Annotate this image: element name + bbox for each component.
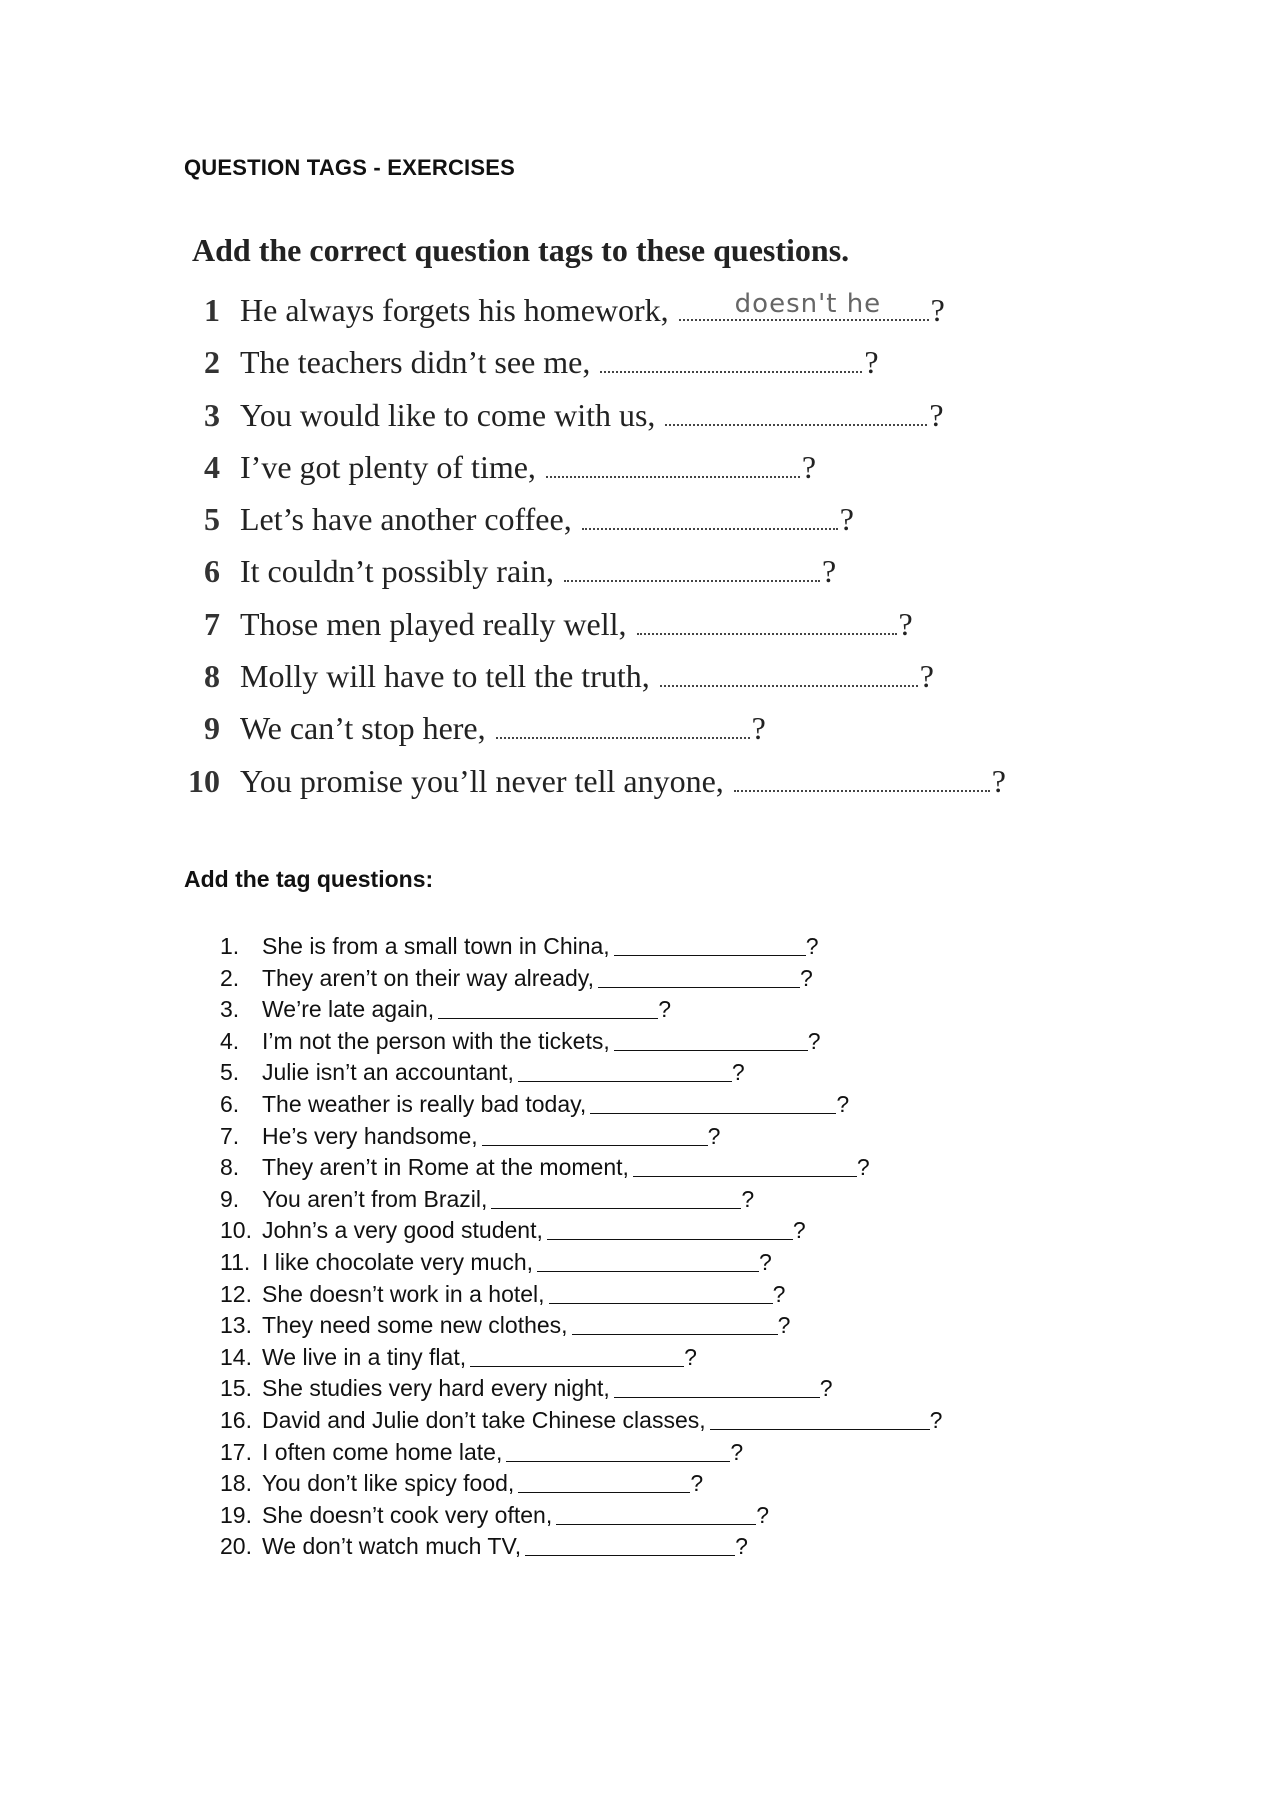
question-mark: ? (756, 1501, 770, 1528)
item-sentence: I like chocolate very much, (262, 1248, 534, 1275)
item-number: 5. (220, 1059, 240, 1086)
item-number: 18. (220, 1470, 252, 1497)
item-sentence-line (262, 1279, 785, 1310)
exercise-1-item (184, 336, 1184, 388)
answer-blank[interactable] (549, 1283, 773, 1304)
question-mark: ? (735, 1533, 748, 1560)
exercise-1 (184, 228, 1184, 807)
item-sentence: We can’t stop here, (240, 710, 486, 747)
item-sentence-line (262, 1437, 743, 1468)
exercise-2-item (220, 1184, 1220, 1216)
item-sentence: You would like to come with us, (240, 396, 656, 433)
exercise-2-heading: Add the tag questions: (184, 866, 434, 892)
item-sentence-line (262, 1215, 806, 1246)
item-sentence-line (262, 1121, 720, 1152)
item-sentence-line (262, 1184, 754, 1215)
question-mark: ? (690, 1470, 704, 1497)
exercise-1-item (184, 755, 1184, 807)
answer-blank[interactable] (470, 1346, 684, 1367)
question-mark: ? (822, 553, 837, 590)
item-sentence: David and Julie don’t take Chinese classes, (262, 1406, 706, 1433)
item-number: 20. (220, 1533, 252, 1560)
item-sentence-line (262, 994, 671, 1025)
question-mark: ? (658, 996, 671, 1023)
item-number: 15. (220, 1375, 252, 1402)
item-sentence: You aren’t from Brazil, (262, 1185, 488, 1212)
item-sentence-line (262, 1310, 790, 1341)
answer-blank[interactable] (614, 1030, 808, 1051)
answer-blank[interactable] (665, 423, 927, 426)
item-sentence: Let’s have another coffee, (240, 501, 572, 538)
item-number: 8 (204, 658, 220, 695)
item-sentence: John’s a very good student, (262, 1217, 543, 1244)
item-number: 10. (220, 1217, 252, 1244)
question-mark: ? (799, 964, 813, 991)
exercise-2-item (220, 994, 1220, 1026)
item-number: 9. (220, 1185, 240, 1212)
question-mark: ? (919, 658, 934, 695)
item-sentence-line (262, 1500, 769, 1531)
exercise-2-item (220, 1468, 1220, 1500)
item-number: 7 (204, 605, 220, 642)
answer-blank[interactable] (547, 1219, 793, 1240)
exercise-2-item (220, 1405, 1220, 1437)
item-sentence: He always forgets his homework, (240, 292, 669, 328)
item-sentence-line (240, 336, 879, 388)
question-mark: ? (930, 292, 945, 328)
item-number: 2. (220, 964, 240, 991)
question-mark: ? (777, 1312, 791, 1339)
answer-blank[interactable] (679, 289, 929, 321)
exercise-2-item (220, 1279, 1220, 1311)
item-number: 3. (220, 996, 240, 1023)
item-sentence: She is from a small town in China, (262, 933, 610, 959)
answer-blank[interactable] (556, 1504, 756, 1525)
item-sentence: We don’t watch much TV, (262, 1533, 522, 1560)
item-sentence-line (240, 650, 934, 702)
question-mark: ? (864, 344, 879, 381)
exercise-1-item (184, 389, 1184, 441)
item-sentence: I often come home late, (262, 1438, 503, 1465)
question-mark: ? (792, 1217, 806, 1244)
item-number: 14. (220, 1343, 252, 1370)
answer-blank[interactable] (710, 1409, 930, 1430)
answer-blank[interactable] (590, 1093, 836, 1114)
exercise-1-item (184, 702, 1184, 754)
answer-blank[interactable] (564, 579, 820, 582)
item-sentence: You promise you’ll never tell anyone, (240, 762, 724, 799)
item-sentence: He’s very handsome, (262, 1122, 478, 1149)
answer-blank[interactable] (525, 1535, 735, 1556)
item-sentence: The teachers didn’t see me, (240, 344, 591, 381)
item-sentence: She doesn’t cook very often, (262, 1501, 553, 1528)
exercise-2-item (220, 1437, 1220, 1469)
exercise-1-item (184, 545, 1184, 597)
item-sentence: It couldn’t possibly rain, (240, 553, 555, 590)
item-number: 6 (204, 553, 220, 590)
item-sentence-line (262, 1531, 748, 1562)
answer-blank[interactable] (734, 789, 990, 792)
item-sentence-line (240, 598, 913, 650)
handwritten-answer: doesn't he (734, 289, 882, 319)
exercise-1-item (184, 441, 1184, 493)
worksheet-title: QUESTION TAGS - EXERCISES (184, 155, 515, 180)
exercise-2-item (220, 963, 1220, 995)
item-number: 5 (204, 501, 220, 538)
item-number: 9 (204, 710, 220, 747)
exercise-1-item (184, 493, 1184, 545)
item-sentence-line (262, 1057, 745, 1088)
question-mark: ? (836, 1090, 850, 1117)
exercise-2-item (220, 1247, 1220, 1279)
item-sentence-line (240, 284, 945, 336)
answer-blank[interactable] (637, 632, 897, 635)
exercise-2-item (220, 1121, 1220, 1153)
answer-blank[interactable] (660, 684, 918, 687)
item-sentence: The weather is really bad today, (262, 1090, 587, 1117)
item-sentence-line (262, 1468, 703, 1499)
exercise-2 (220, 931, 1220, 1563)
answer-blank[interactable] (546, 475, 800, 478)
question-mark: ? (807, 1027, 821, 1054)
item-number: 13. (220, 1312, 252, 1339)
question-mark: ? (731, 1059, 745, 1086)
exercise-2-item (220, 1310, 1220, 1342)
question-mark: ? (741, 1185, 755, 1212)
question-mark: ? (684, 1343, 697, 1370)
answer-blank[interactable] (614, 935, 806, 956)
item-sentence-line (240, 493, 854, 545)
answer-blank[interactable] (506, 1441, 730, 1462)
item-number: 19. (220, 1501, 252, 1528)
item-number: 4 (204, 448, 220, 485)
item-number: 1 (204, 292, 220, 328)
item-sentence-line (262, 1342, 697, 1373)
question-mark: ? (751, 710, 766, 747)
item-number: 8. (220, 1154, 240, 1181)
item-sentence: They need some new clothes, (262, 1312, 568, 1339)
exercise-2-list (220, 931, 1220, 1563)
question-mark: ? (759, 1248, 772, 1275)
item-number: 10 (188, 762, 220, 799)
item-sentence: I’m not the person with the tickets, (262, 1027, 610, 1054)
question-mark: ? (801, 448, 817, 485)
exercise-2-item (220, 1026, 1220, 1058)
answer-blank[interactable] (518, 1472, 690, 1493)
question-mark: ? (707, 1122, 721, 1149)
item-sentence: They aren’t on their way already, (262, 964, 594, 991)
answer-blank[interactable] (600, 370, 862, 373)
answer-blank[interactable] (572, 1314, 778, 1335)
exercise-2-item (220, 931, 1220, 963)
item-sentence: Molly will have to tell the truth, (240, 658, 650, 695)
item-number: 7. (220, 1122, 240, 1149)
item-sentence: We live in a tiny flat, (262, 1343, 467, 1370)
exercise-1-item (184, 598, 1184, 650)
exercise-2-item (220, 1342, 1220, 1374)
answer-blank[interactable] (582, 527, 838, 530)
question-mark: ? (772, 1280, 786, 1307)
item-sentence-line (240, 755, 1006, 807)
exercise-2-item (220, 1057, 1220, 1089)
exercise-2-item (220, 1373, 1220, 1405)
answer-blank[interactable] (537, 1251, 759, 1272)
question-mark: ? (898, 605, 913, 642)
item-sentence-line (240, 702, 766, 754)
answer-blank[interactable] (438, 998, 658, 1019)
item-number: 11. (220, 1248, 251, 1275)
item-number: 3 (204, 396, 220, 433)
exercise-2-item (220, 1215, 1220, 1247)
item-sentence: I’ve got plenty of time, (240, 448, 536, 485)
question-mark: ? (929, 396, 944, 433)
answer-blank[interactable] (496, 736, 750, 739)
question-mark: ? (856, 1154, 870, 1181)
answer-blank[interactable] (633, 1156, 857, 1177)
item-sentence: Those men played really well, (240, 605, 627, 642)
item-number: 12. (220, 1280, 252, 1307)
item-sentence-line (262, 1089, 849, 1120)
item-sentence: She studies very hard every night, (262, 1375, 610, 1402)
exercise-2-item (220, 1152, 1220, 1184)
item-sentence-line (240, 389, 944, 441)
question-mark: ? (991, 762, 1006, 799)
exercise-2-item (220, 1500, 1220, 1532)
item-sentence-line (240, 441, 816, 493)
exercise-1-list (184, 284, 1184, 807)
item-sentence-line (262, 1247, 772, 1278)
item-sentence: She doesn’t work in a hotel, (262, 1280, 545, 1307)
item-number: 16. (220, 1406, 252, 1433)
item-number: 2 (204, 344, 220, 381)
item-number: 4. (220, 1027, 240, 1054)
answer-blank[interactable] (518, 1061, 732, 1082)
question-mark: ? (819, 1375, 833, 1402)
question-mark: ? (805, 933, 819, 959)
item-sentence-line (262, 1373, 833, 1404)
answer-blank[interactable] (482, 1125, 708, 1146)
item-sentence: They aren’t in Rome at the moment, (262, 1154, 629, 1181)
item-number: 17. (220, 1438, 252, 1465)
answer-blank[interactable] (491, 1188, 741, 1209)
exercise-1-heading: Add the correct question tags to these questions. (192, 232, 850, 268)
exercise-1-item (184, 650, 1184, 702)
item-sentence: You don’t like spicy food, (262, 1470, 515, 1497)
question-mark: ? (839, 501, 854, 538)
exercise-2-item (220, 1089, 1220, 1121)
item-number: 1. (220, 933, 240, 959)
item-sentence: Julie isn’t an accountant, (262, 1059, 514, 1086)
question-mark: ? (730, 1438, 744, 1465)
item-sentence: We’re late again, (262, 996, 435, 1023)
answer-blank[interactable] (598, 967, 800, 988)
item-sentence-line (240, 545, 836, 597)
item-sentence-line (262, 963, 813, 994)
item-sentence-line (262, 931, 819, 962)
item-sentence-line (262, 1405, 942, 1436)
item-sentence-line (262, 1026, 821, 1057)
exercise-2-item (220, 1531, 1220, 1563)
question-mark: ? (929, 1406, 943, 1433)
item-number: 6. (220, 1090, 240, 1117)
exercise-1-item (184, 284, 1184, 336)
item-sentence-line (262, 1152, 870, 1183)
answer-blank[interactable] (614, 1377, 820, 1398)
